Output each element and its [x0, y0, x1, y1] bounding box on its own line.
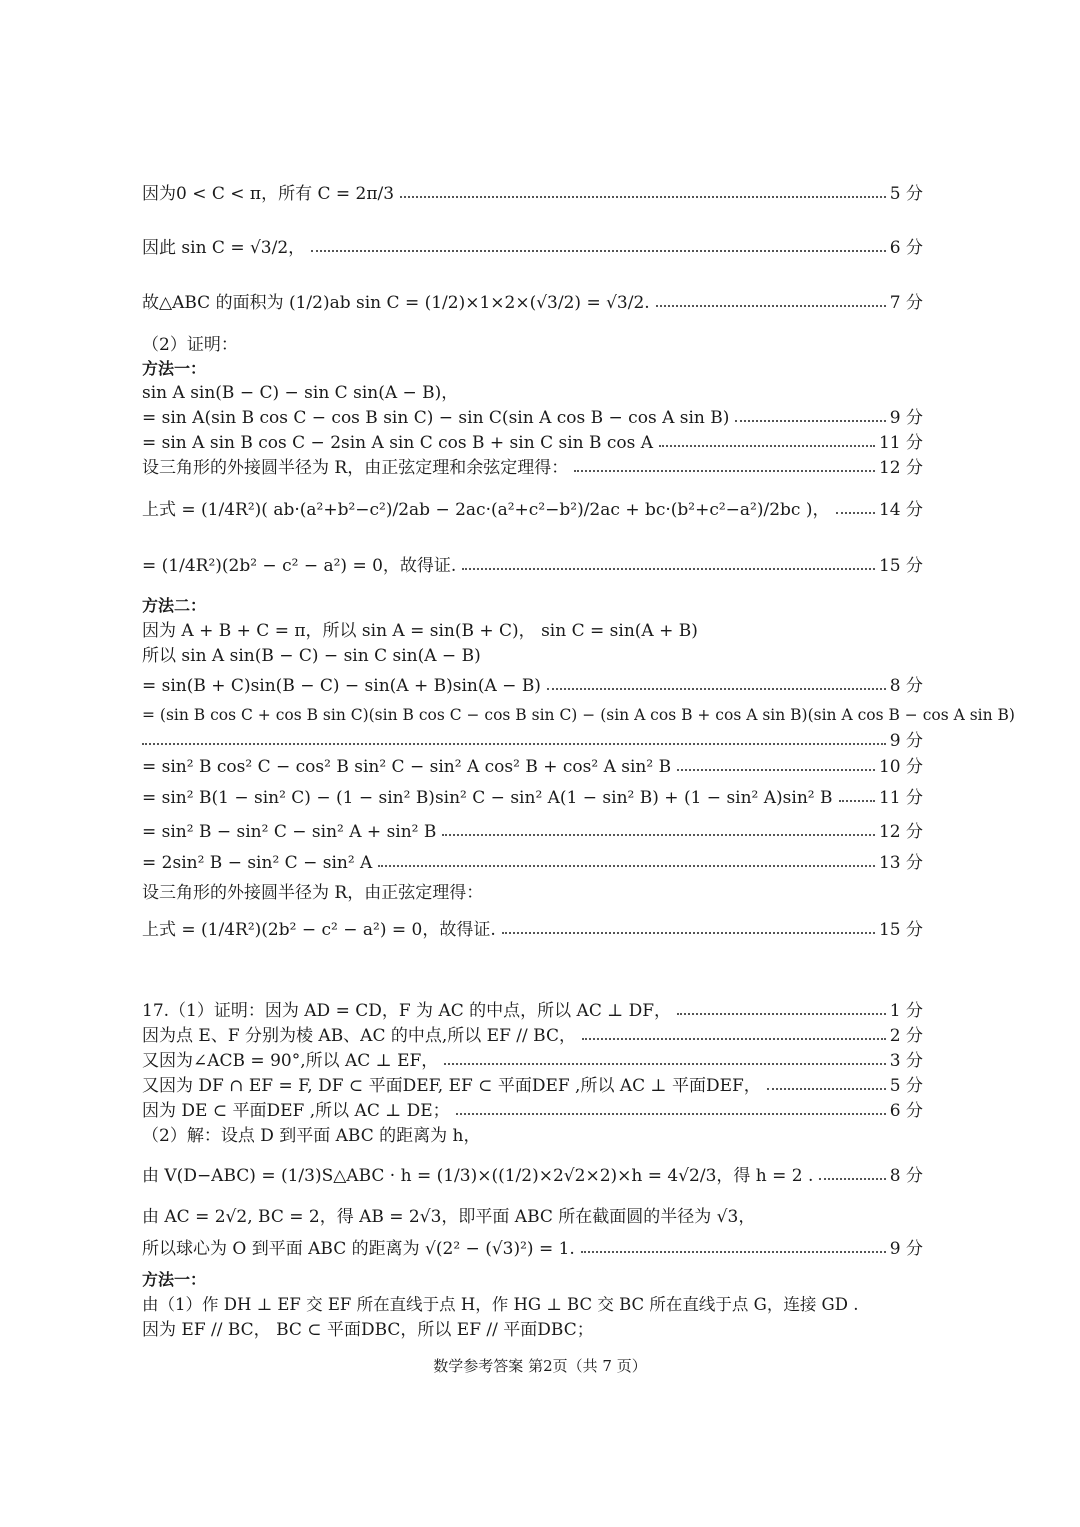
line-18: = sin² B cos² C − cos² B sin² C − sin² A cos² B + cos² A sin² B 10 分 — [142, 757, 923, 777]
method-two-heading: 方法二： — [142, 596, 207, 615]
line-23: 上式 = (1/4R²)(2b² − c² − a²) = 0，故得证. 15 分 — [142, 920, 923, 940]
method-one-heading-2: 方法一： — [142, 1270, 207, 1289]
line-34: 由（1）作 DH ⊥ EF 交 EF 所在直线于点 H，作 HG ⊥ BC 交 BC 所在直线于点 G，连接 GD . — [142, 1295, 859, 1314]
line-25: 因为点 E、F 分别为棱 AB、AC 的中点,所以 EF // BC， 2 分 — [142, 1026, 923, 1046]
line-4: （2）证明： — [142, 335, 238, 355]
page-footer: 数学参考答案 第2页（共 7 页） — [433, 1357, 647, 1375]
method-one-heading: 方法一： — [142, 359, 207, 378]
line-28: 因为 DE ⊂ 平面DEF ,所以 AC ⊥ DE； 6 分 — [142, 1101, 923, 1121]
line-15: = sin(B + C)sin(B − C) − sin(A + B)sin(A − B) 8 分 — [142, 676, 923, 696]
line-13: 因为 A + B + C = π，所以 sin A = sin(B + C)， sin C = sin(A + B) — [142, 621, 698, 641]
line-11: = (1/4R²)(2b² − c² − a²) = 0，故得证. 15 分 — [142, 556, 923, 576]
line-20: = sin² B − sin² C − sin² A + sin² B 12 分 — [142, 822, 923, 842]
line-9: 设三角形的外接圆半径为 R，由正弦定理和余弦定理得： 12 分 — [142, 458, 923, 478]
line-32: 所以球心为 O 到平面 ABC 的距离为 √(2² − (√3)²) = 1. 9 分 — [142, 1239, 923, 1259]
line-17: 9 分 — [142, 731, 923, 751]
line-21: = 2sin² B − sin² C − sin² A 13 分 — [142, 853, 923, 873]
line-27: 又因为 DF ∩ EF = F, DF ⊂ 平面DEF, EF ⊂ 平面DEF ,所以 AC ⊥ 平面DEF， 5 分 — [142, 1076, 923, 1096]
line-16: = (sin B cos C + cos B sin C)(sin B cos C − cos B sin C) − (sin A cos B + cos A sin B)(sin A cos B − cos A sin B) — [142, 706, 1015, 724]
line-26: 又因为∠ACB = 90°,所以 AC ⊥ EF， 3 分 — [142, 1051, 923, 1071]
line-1: 因为0 < C < π，所有 C = 2π/3 5 分 — [142, 184, 923, 204]
line-3: 故△ABC 的面积为 (1/2)ab sin C = (1/2)×1×2×(√3/2) = √3/2. 7 分 — [142, 293, 923, 313]
line-6: sin A sin(B − C) − sin C sin(A − B)， — [142, 383, 459, 403]
line-2: 因此 sin C = √3/2， 6 分 — [142, 238, 923, 258]
line-10: 上式 = (1/4R²)( ab·(a²+b²−c²)/2ab − 2ac·(a²+c²−b²)/2ac + bc·(b²+c²−a²)/2bc )， 14 分 — [142, 500, 923, 520]
line-30: 由 V(D−ABC) = (1/3)S△ABC · h = (1/3)×((1/2)×2√2×2)×h = 4√2/3，得 h = 2 . 8 分 — [142, 1166, 923, 1186]
line-29: （2）解：设点 D 到平面 ABC 的距离为 h， — [142, 1126, 481, 1146]
line-35: 因为 EF // BC， BC ⊂ 平面DBC，所以 EF // 平面DBC； — [142, 1320, 594, 1340]
line-19: = sin² B(1 − sin² C) − (1 − sin² B)sin² C − sin² A(1 − sin² B) + (1 − sin² A)sin² B 11 分 — [142, 788, 923, 808]
line-7: = sin A(sin B cos C − cos B sin C) − sin C(sin A cos B − cos A sin B) 9 分 — [142, 408, 923, 428]
line-31: 由 AC = 2√2, BC = 2，得 AB = 2√3，即平面 ABC 所在截面圆的半径为 √3， — [142, 1207, 756, 1227]
line-8: = sin A sin B cos C − 2sin A sin C cos B + sin C sin B cos A 11 分 — [142, 433, 923, 453]
line-24: 17.（1）证明：因为 AD = CD，F 为 AC 的中点，所以 AC ⊥ DF， 1 分 — [142, 1001, 923, 1021]
line-22: 设三角形的外接圆半径为 R，由正弦定理得： — [142, 883, 484, 903]
line-14: 所以 sin A sin(B − C) − sin C sin(A − B) — [142, 646, 481, 666]
